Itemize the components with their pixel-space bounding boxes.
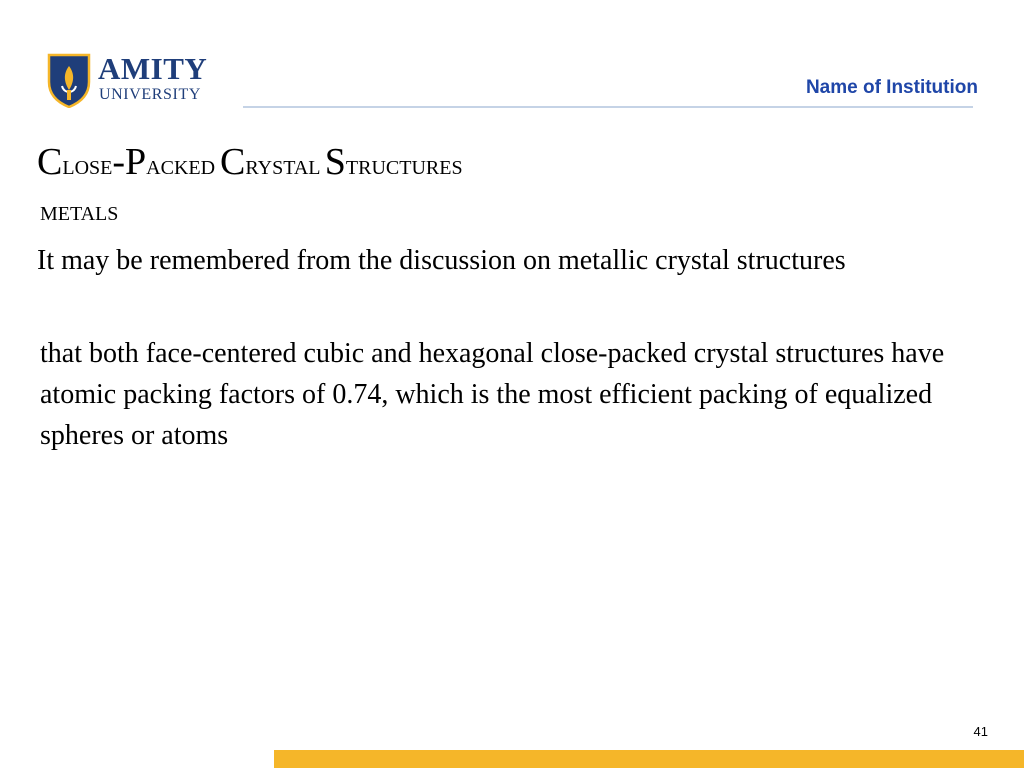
title-rest-1: LOSE xyxy=(62,157,113,179)
slide-title xyxy=(37,142,463,188)
logo-name: AMITY xyxy=(98,51,208,86)
title-dash: - xyxy=(112,141,126,183)
slide-subtitle: METALS xyxy=(40,203,119,225)
title-rest-4: TRUCTURES xyxy=(345,157,463,179)
logo-subtitle: UNIVERSITY xyxy=(99,86,201,103)
title-rest-2: ACKED xyxy=(146,157,216,179)
amity-logo xyxy=(46,52,226,110)
body-paragraph-2: that both face-centered cubic and hexagonal close-packed crystal structures have atomic packing factors of 0.74, which is the most efficient packing of equalized spheres or atoms xyxy=(40,338,945,451)
footer-accent-bar xyxy=(274,750,1024,768)
title-cap-1: C xyxy=(37,141,63,183)
page-number: 41 xyxy=(973,724,988,739)
title-cap-3: C xyxy=(220,141,246,183)
body-paragraph-1: It may be remembered from the discussion on metallic crystal structures xyxy=(37,245,846,276)
header-divider xyxy=(243,106,973,108)
title-cap-4: S xyxy=(324,141,346,183)
amity-shield-icon xyxy=(46,52,92,108)
institution-name: Name of Institution xyxy=(805,77,978,98)
title-cap-2: P xyxy=(125,141,147,183)
title-rest-3: RYSTAL xyxy=(245,157,320,179)
